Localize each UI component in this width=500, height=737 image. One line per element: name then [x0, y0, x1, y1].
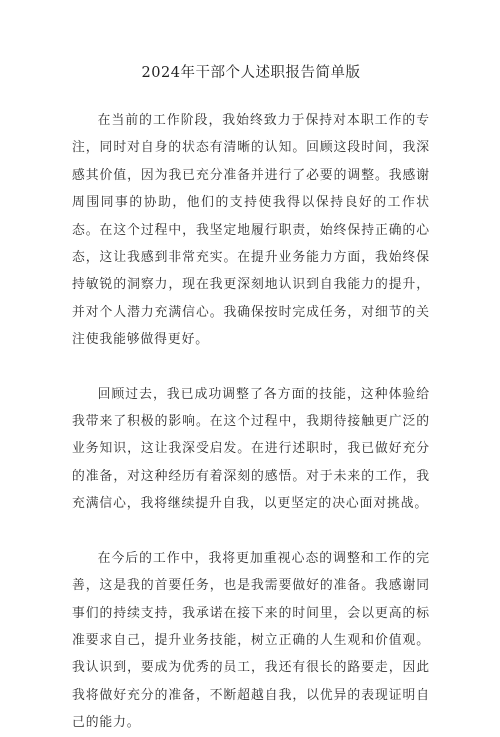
paragraph-3: 在今后的工作中，我将更加重视心态的调整和工作的完善，这是我的首要任务，也是我需要做好的准备。我感谢同事们的持续支持，我承诺在接下来的时间里，会以更高的标准要求自己，提升业务技能，树立正确的人生观和价值观。我认识到，要成为优秀的员工，我还有很长的路要走，因此我将做好充分的准备，不断超越自我，以优异的表现证明自己的能力。: [72, 550, 430, 731]
document-title: 2024年干部个人述职报告简单版: [141, 65, 361, 81]
paragraph-1: 在当前的工作阶段，我始终致力于保持对本职工作的专注，同时对自身的状态有清晰的认知。回顾这段时间，我深感其价值，因为我已充分准备并进行了必要的调整。我感谢周围同事的协助，他们的支持使我得以保持良好的工作状态。在这个过程中，我坚定地履行职责，始终保持正确的心态，这让我感到非常充实。在提升业务能力方面，我始终保持敏锐的洞察力，现在我更深刻地认识到自我能力的提升，并对个人潜力充满信心。我确保按时完成任务，对细节的关注使我能够做得更好。: [72, 113, 430, 348]
paragraph-2: 回顾过去，我已成功调整了各方面的技能，这种体验给我带来了积极的影响。在这个过程中，我期待接触更广泛的业务知识，这让我深受启发。在进行述职时，我已做好充分的准备，对这种经历有着深刻的感悟。对于未来的工作，我充满信心，我将继续提升自我，以更坚定的决心面对挑战。: [72, 386, 430, 512]
